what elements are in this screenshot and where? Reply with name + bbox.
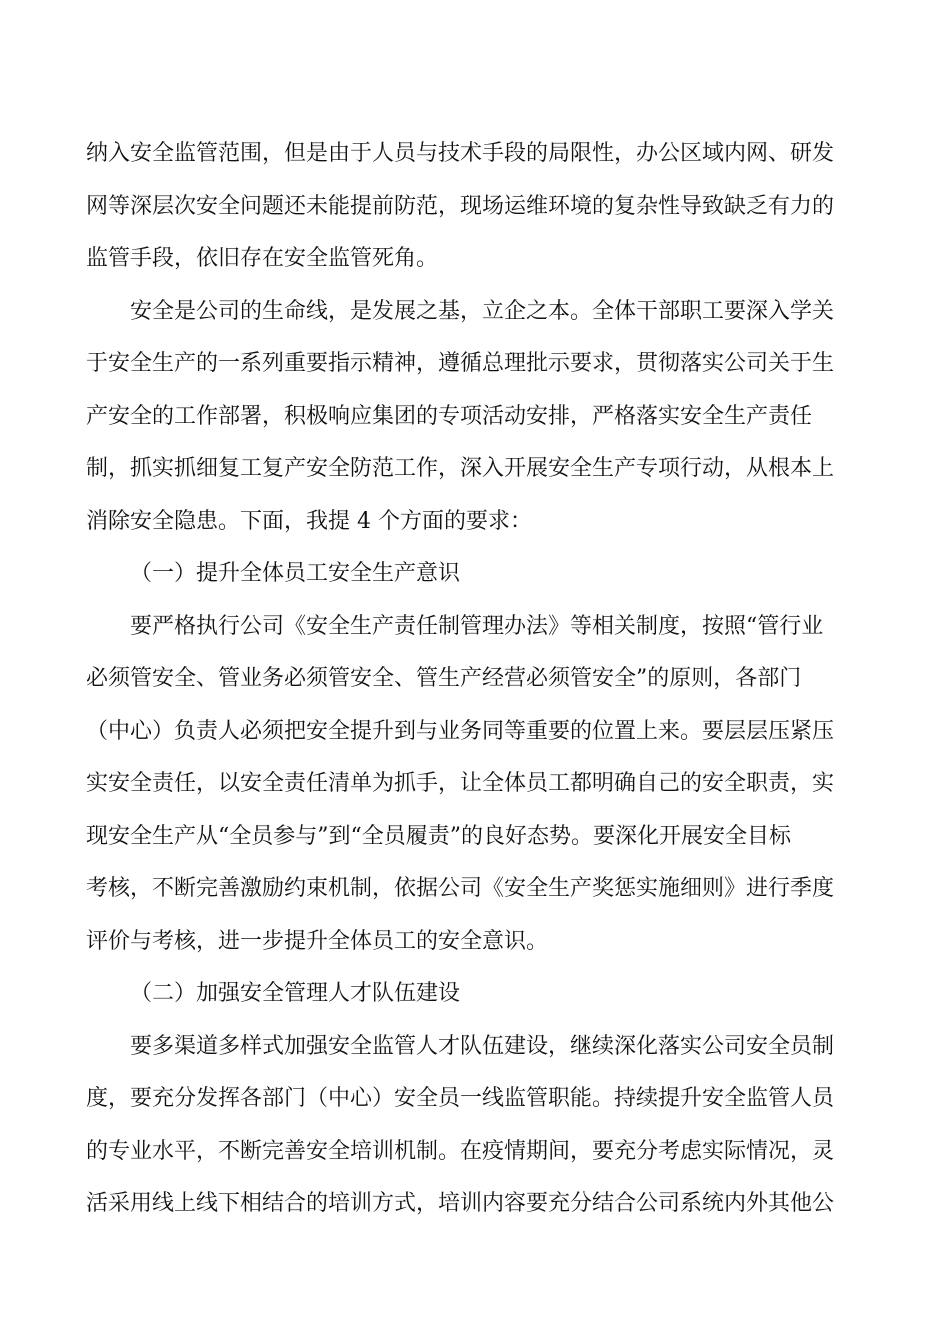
paragraph-first-line: 要多渠道多样式加强安全监管人才队伍建设，继续深化落实公司安全员制 bbox=[130, 1033, 835, 1059]
text-line: （中心）负责人必须把安全提升到与业务同等重要的位置上来。要层层压紧压 bbox=[86, 718, 835, 744]
text-line: 纳入安全监管范围，但是由于人员与技术手段的局限性，办公区域内网、研发 bbox=[86, 141, 835, 166]
text-line: 监管手段，依旧存在安全监管死角。 bbox=[86, 246, 439, 271]
text-line: 必须管安全、管业务必须管安全、管生产经营必须管安全”的原则，各部门 bbox=[86, 666, 802, 691]
text-line: 消除安全隐患。下面，我提 4 个方面的要求： bbox=[86, 508, 532, 534]
text-line: 产安全的工作部署，积极响应集团的专项活动安排，严格落实安全生产责任 bbox=[86, 403, 813, 429]
text-line: 评价与考核，进一步提升全体员工的安全意识。 bbox=[86, 928, 549, 954]
text-line: 制，抓实抓细复工复产安全防范工作，深入开展安全生产专项行动，从根本上 bbox=[86, 456, 835, 481]
paragraph-first-line: 要严格执行公司《安全生产责任制管理办法》等相关制度，按照“管行业 bbox=[130, 613, 824, 639]
section-heading: （二）加强安全管理人才队伍建设 bbox=[130, 981, 461, 1006]
text-line: 度，要充分发挥各部门（中心）安全员一线监管职能。持续提升安全监管人员 bbox=[86, 1086, 835, 1111]
document-body bbox=[86, 128, 864, 1231]
text-line: 于安全生产的一系列重要指示精神，遵循总理批示要求，贯彻落实公司关于生 bbox=[86, 351, 835, 376]
text-line: 现安全生产从“全员参与”到“全员履责”的良好态势。要深化开展安全目标 bbox=[86, 823, 791, 849]
text-line: 实安全责任，以安全责任清单为抓手，让全体员工都明确自己的安全职责，实 bbox=[86, 771, 835, 796]
text-line: 考核，不断完善激励约束机制，依据公司《安全生产奖惩实施细则》进行季度 bbox=[86, 876, 835, 901]
section-heading: （一）提升全体员工安全生产意识 bbox=[130, 561, 461, 586]
text-line: 活采用线上线下相结合的培训方式，培训内容要充分结合公司系统内外其他公 bbox=[86, 1191, 835, 1216]
paragraph-first-line: 安全是公司的生命线，是发展之基，立企之本。全体干部职工要深入学关 bbox=[130, 298, 835, 324]
text-line: 的专业水平，不断完善安全培训机制。在疫情期间，要充分考虑实际情况，灵 bbox=[86, 1138, 835, 1164]
text-line: 网等深层次安全问题还未能提前防范，现场运维环境的复杂性导致缺乏有力的 bbox=[86, 193, 835, 219]
